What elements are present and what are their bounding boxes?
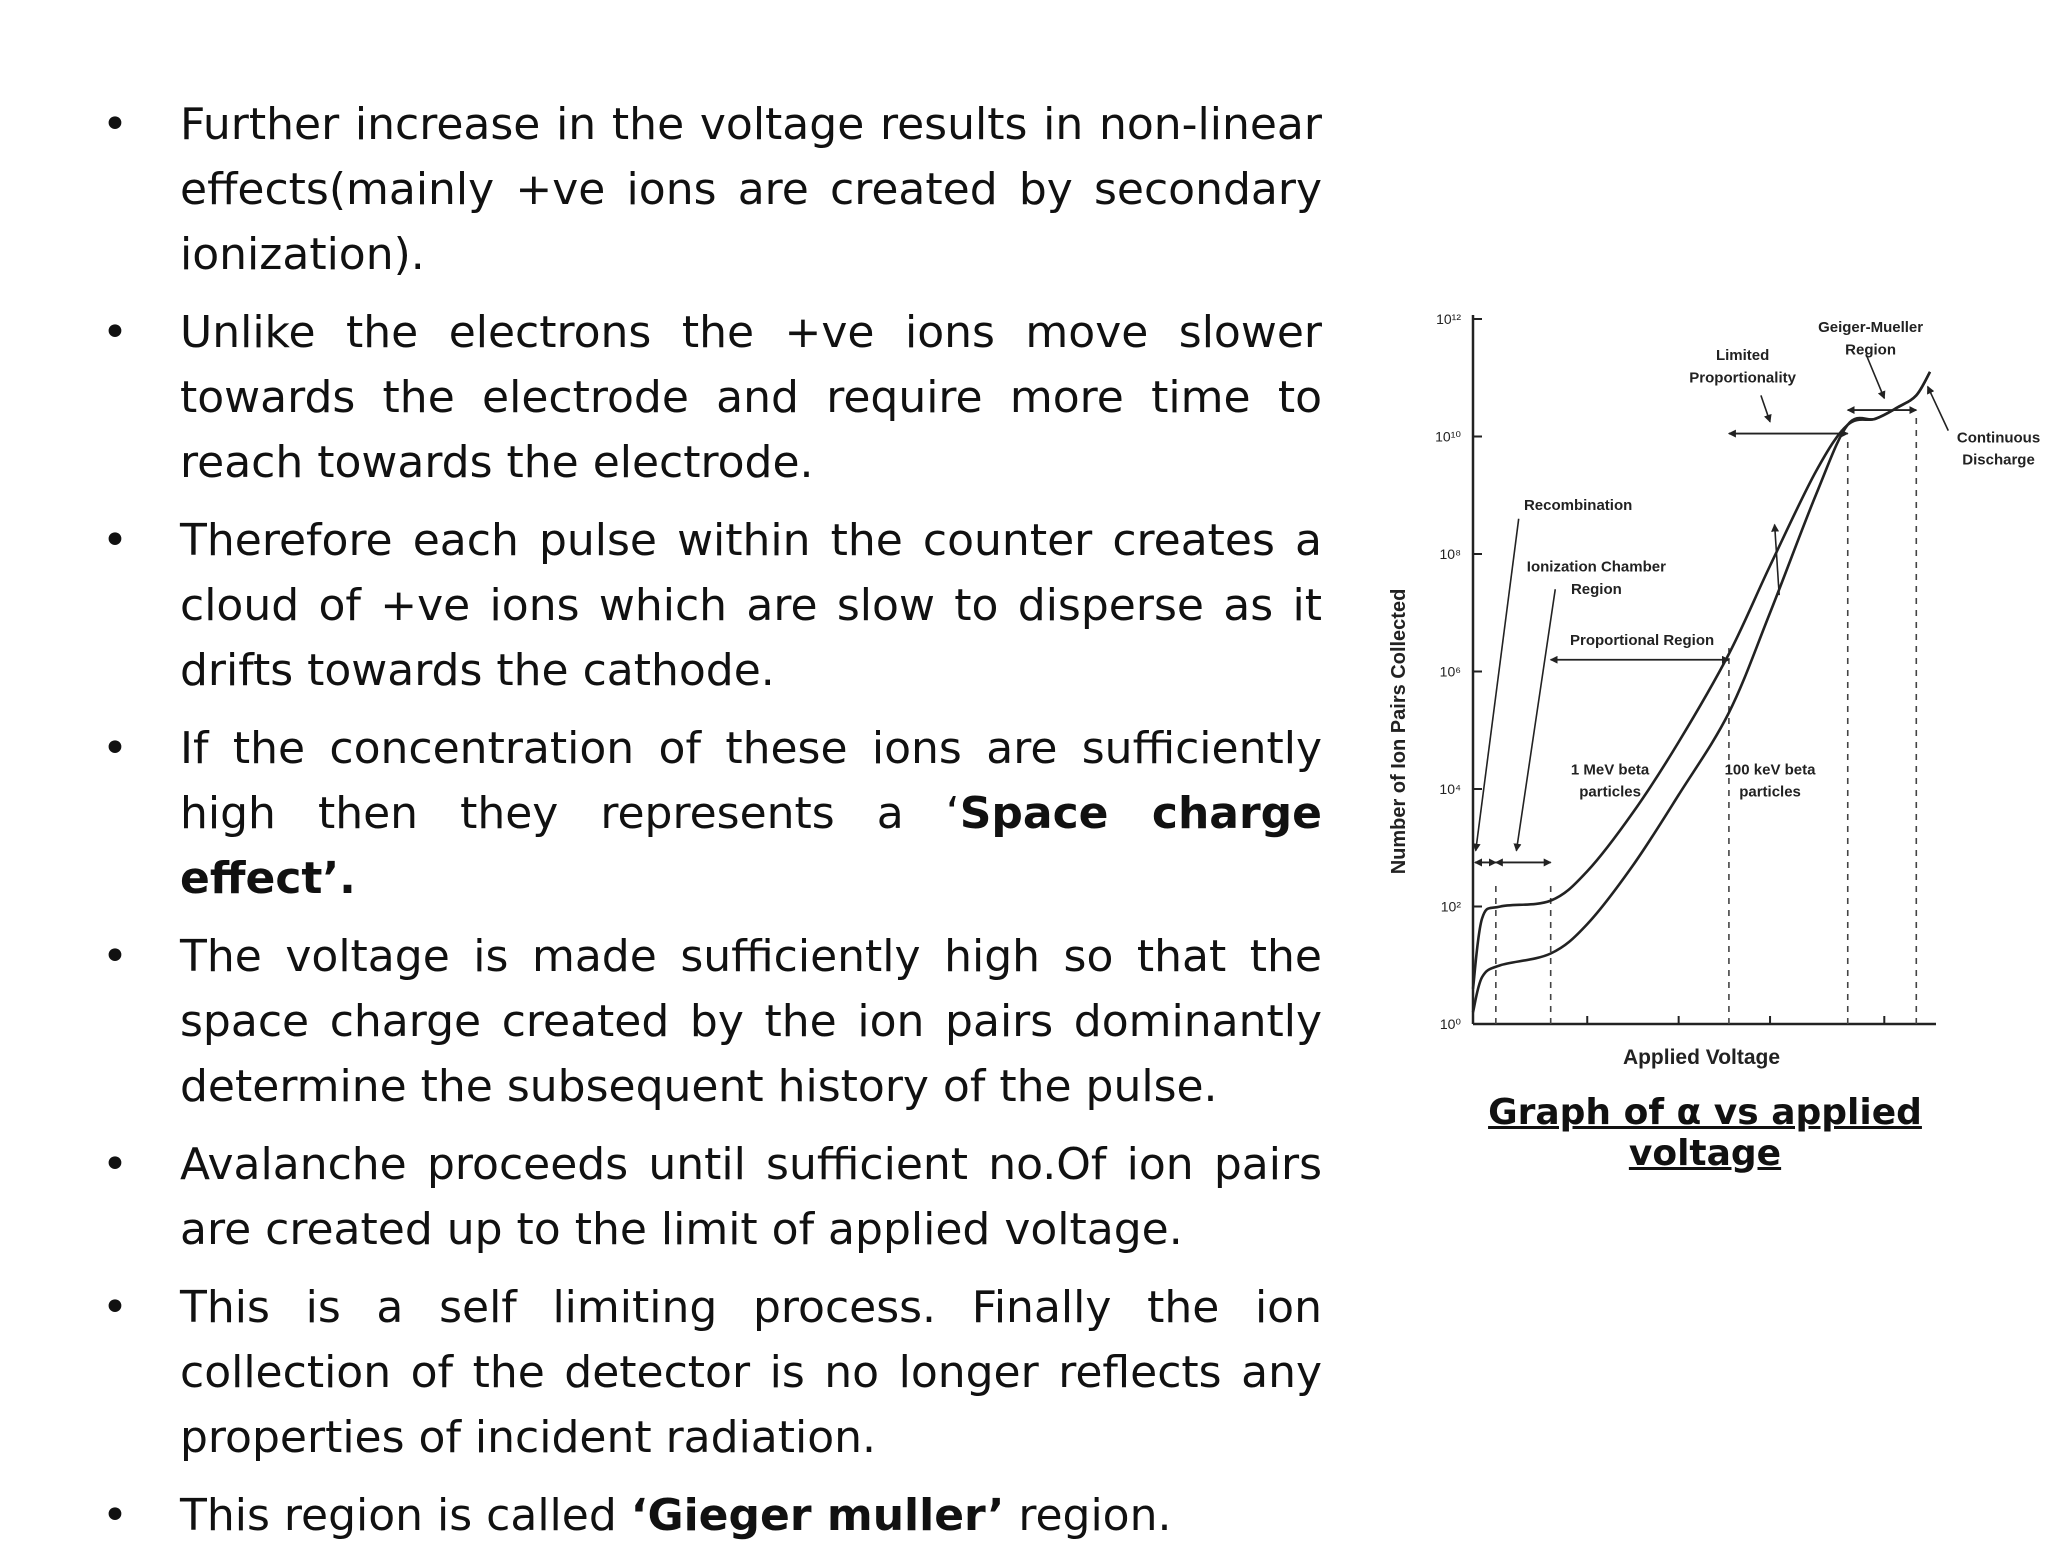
y-tick-label: 10⁶ <box>1439 663 1461 680</box>
x-axis-label: Applied Voltage <box>1622 1046 1781 1069</box>
bullet-item <box>100 92 1322 287</box>
annotation-continuous: Discharge <box>1962 451 2035 469</box>
y-tick-label: 10¹² <box>1436 311 1461 327</box>
bullet-dot: • <box>102 515 128 566</box>
bullet-item <box>100 1275 1322 1470</box>
y-tick-label: 10⁸ <box>1439 546 1461 562</box>
bullet-text: If the concentration of these ions are sufficiently high then they represents a ‘ <box>180 723 1322 839</box>
annotation-100kev: 100 keV beta <box>1724 761 1816 779</box>
bullet-text: Therefore each pulse within the counter creates a cloud of +ve ions which are slow to disperse as it drifts towards the cathode. <box>180 515 1322 696</box>
y-tick-label: 10⁴ <box>1439 781 1461 797</box>
bullet-dot: • <box>102 723 128 774</box>
y-tick-label: 10¹⁰ <box>1435 428 1461 445</box>
bullet-text-bold: Space charge effect’. <box>180 788 1322 904</box>
annotation-gm: Geiger-Mueller <box>1818 318 1924 336</box>
bullet-dot: • <box>102 1282 128 1333</box>
bullet-text-bold: ‘Gieger muller’ <box>630 1490 1005 1541</box>
annotation-1mev: particles <box>1579 783 1641 801</box>
bullet-item <box>100 508 1322 703</box>
annotation-continuous: Continuous <box>1956 429 2041 447</box>
bullet-dot: • <box>102 1490 128 1541</box>
bullet-text: This region is called <box>180 1490 631 1541</box>
recombination-pointer <box>1476 519 1519 851</box>
kev-pointer <box>1775 525 1780 596</box>
annotation-recombination: Recombination <box>1523 496 1633 514</box>
ionization-pointer <box>1516 589 1555 850</box>
bullet-item <box>100 716 1322 911</box>
bullet-text: Further increase in the voltage results in non-linear effects(mainly +ve ions are created by secondary ionization). <box>180 99 1322 280</box>
bullet-dot: • <box>102 931 128 982</box>
bullet-text: The voltage is made sufficiently high so that the space charge created by the ion pairs dominantly determine the subsequent history of the pulse. <box>180 931 1322 1112</box>
annotation-ionization: Ionization Chamber <box>1526 558 1666 576</box>
chart-caption: Graph of α vs applied voltage <box>1488 1092 1922 1174</box>
bullet-item <box>100 1483 1322 1548</box>
continuous-pointer <box>1928 387 1949 431</box>
annotation-ionization: Region <box>1570 580 1622 598</box>
bullet-text: region. <box>1004 1490 1172 1541</box>
gm-pointer <box>1866 354 1884 398</box>
annotation-proportional: Proportional Region <box>1570 632 1715 650</box>
limited-pointer <box>1761 395 1770 421</box>
bullet-item <box>100 924 1322 1119</box>
annotation-100kev: particles <box>1739 783 1801 801</box>
bullet-dot: • <box>102 99 128 150</box>
bullet-text: Unlike the electrons the +ve ions move slower towards the electrode and require more time to reach towards the electrode. <box>180 307 1322 488</box>
y-tick-label: 10⁰ <box>1439 1016 1461 1032</box>
annotation-limited: Proportionality <box>1689 369 1796 387</box>
bullet-item <box>100 1132 1322 1262</box>
annotation-1mev: 1 MeV beta <box>1570 761 1650 779</box>
annotation-limited: Limited <box>1715 347 1770 365</box>
chart-svg <box>1370 305 2048 1095</box>
bullet-item <box>100 300 1322 495</box>
bullet-dot: • <box>102 1139 128 1190</box>
bullet-text: This is a self limiting process. Finally the ion collection of the detector is no longer reflects any properties of incident radiation. <box>180 1282 1322 1463</box>
bullet-dot: • <box>102 307 128 358</box>
ion-pairs-chart <box>1370 305 2048 1095</box>
series-line-100kev <box>1473 372 1930 1012</box>
y-axis-label: Number of Ion Pairs Collected <box>1388 588 1410 875</box>
bullet-text: Avalanche proceeds until sufficient no.Of ion pairs are created up to the limit of applied voltage. <box>180 1139 1322 1255</box>
bullet-list <box>100 92 1322 1561</box>
y-tick-label: 10² <box>1440 898 1461 915</box>
annotation-gm: Region <box>1845 341 1897 359</box>
